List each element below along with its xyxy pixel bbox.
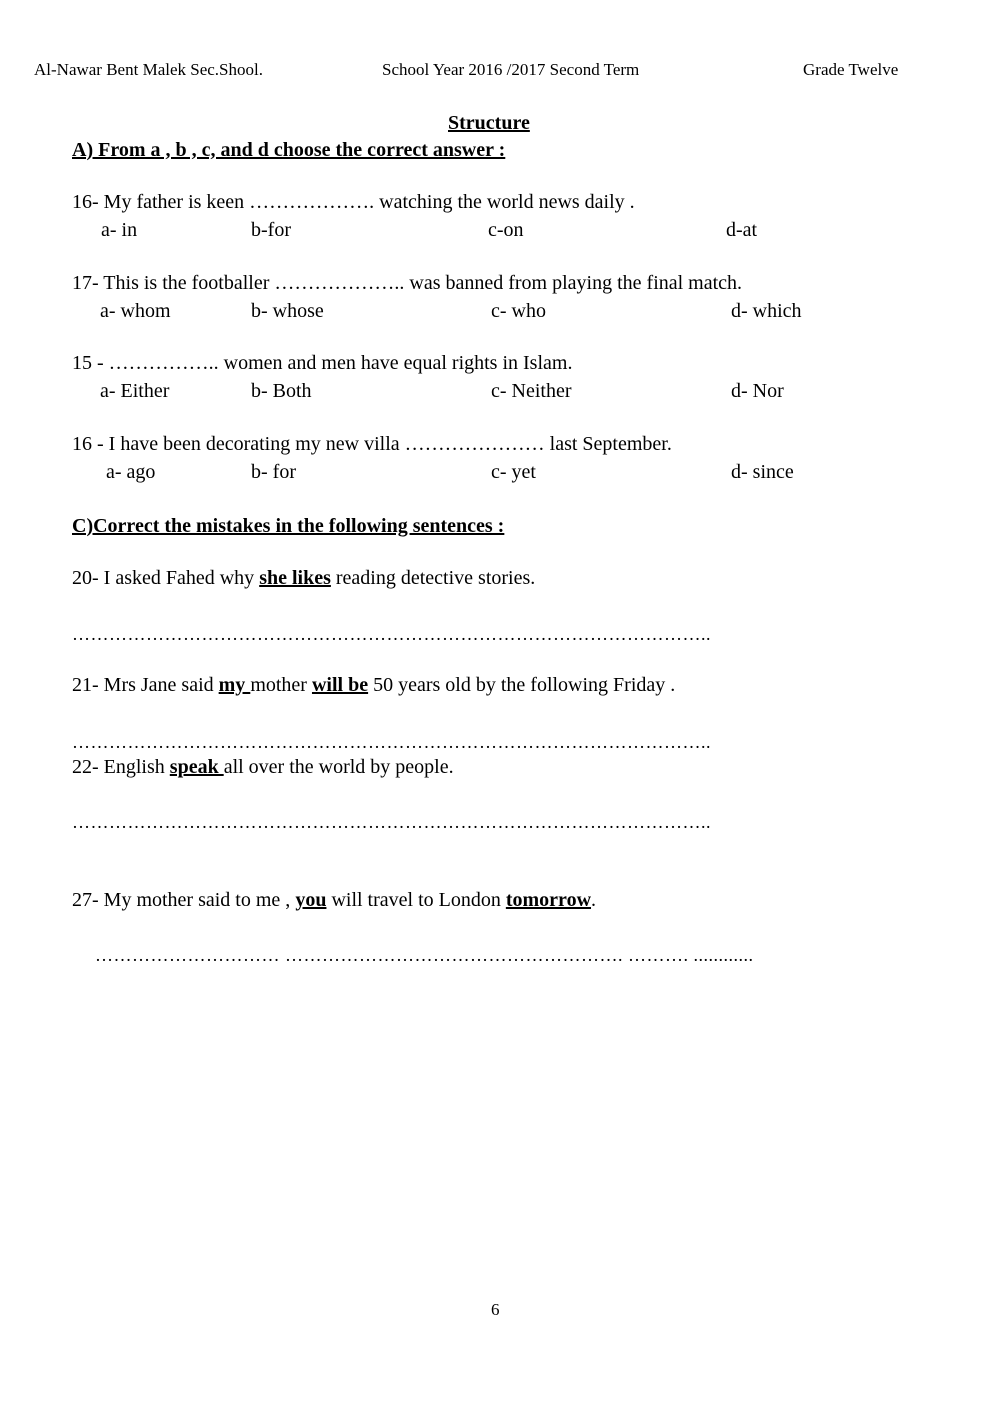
item-21-text-1: 21- Mrs Jane said xyxy=(72,674,219,696)
item-27-mistake-you: you xyxy=(295,889,327,911)
q1-option-a: a- in xyxy=(101,219,138,241)
question-4: 16 - I have been decorating my new villa ………………… last September. xyxy=(72,433,672,455)
item-27-mistake-tomorrow: tomorrow xyxy=(505,889,592,911)
item-20-text-2: reading detective stories. xyxy=(330,567,536,589)
answer-line-27: ………………………… ………………………………………………. ………. ............ xyxy=(95,945,754,965)
q3-option-b: b- Both xyxy=(251,380,312,402)
correction-item-27 xyxy=(72,889,596,912)
item-20-mistake-she: she xyxy=(259,567,292,589)
item-27-text-3: . xyxy=(591,889,597,911)
item-22-text-1: 22- English xyxy=(72,756,170,778)
question-1: 16- My father is keen ………………. watching the world news daily . xyxy=(72,191,635,213)
item-22-text-2: all over the world by people. xyxy=(223,756,454,778)
q3-option-d: d- Nor xyxy=(731,380,784,402)
answer-line-20: ………………………………………………………………………………………….. xyxy=(72,624,711,644)
q3-option-c: c- Neither xyxy=(491,380,572,402)
school-name: Al-Nawar Bent Malek Sec.Shool. xyxy=(34,60,263,79)
correction-item-22 xyxy=(72,756,454,779)
section-c-heading: C)Correct the mistakes in the following sentences : xyxy=(72,515,505,537)
q2-option-c: c- who xyxy=(491,300,546,322)
correction-item-20 xyxy=(72,567,535,590)
q4-option-a: a- ago xyxy=(106,461,156,483)
q4-option-c: c- yet xyxy=(491,461,536,483)
q4-option-b: b- for xyxy=(251,461,296,483)
page-title: Structure xyxy=(448,112,530,134)
item-27-text-1: 27- My mother said to me , xyxy=(72,889,296,911)
q1-option-c: c-on xyxy=(488,219,524,241)
page-number: 6 xyxy=(491,1300,500,1319)
correction-item-21 xyxy=(72,674,675,697)
section-a-heading: A) From a , b , c, and d choose the correct answer : xyxy=(72,139,506,161)
q2-option-a: a- whom xyxy=(100,300,171,322)
q1-option-b: b-for xyxy=(251,219,291,241)
answer-line-22: ………………………………………………………………………………………….. xyxy=(72,812,711,832)
item-21-mistake-will-be: will be xyxy=(311,674,369,696)
question-3: 15 - …………….. women and men have equal rights in Islam. xyxy=(72,352,573,374)
item-22-mistake-speak: speak xyxy=(169,756,224,778)
question-2: 17- This is the footballer ……………….. was banned from playing the final match. xyxy=(72,272,743,294)
item-21-mistake-my: my xyxy=(218,674,251,696)
answer-line-21: ………………………………………………………………………………………….. xyxy=(72,732,711,752)
item-27-text-2: will travel to London xyxy=(326,889,506,911)
grade: Grade Twelve xyxy=(803,60,899,79)
q1-option-d: d-at xyxy=(726,219,758,241)
item-20-text-1: 20- I asked Fahed why xyxy=(72,567,260,589)
school-year: School Year 2016 /2017 Second Term xyxy=(382,60,640,79)
q2-option-d: d- which xyxy=(731,300,802,322)
item-21-text-3: 50 years old by the following Friday . xyxy=(368,674,676,696)
item-20-mistake-likes: likes xyxy=(291,567,331,589)
q2-option-b: b- whose xyxy=(251,300,324,322)
q4-option-d: d- since xyxy=(731,461,794,483)
item-21-text-2: mother xyxy=(250,674,312,696)
q3-option-a: a- Either xyxy=(100,380,170,402)
